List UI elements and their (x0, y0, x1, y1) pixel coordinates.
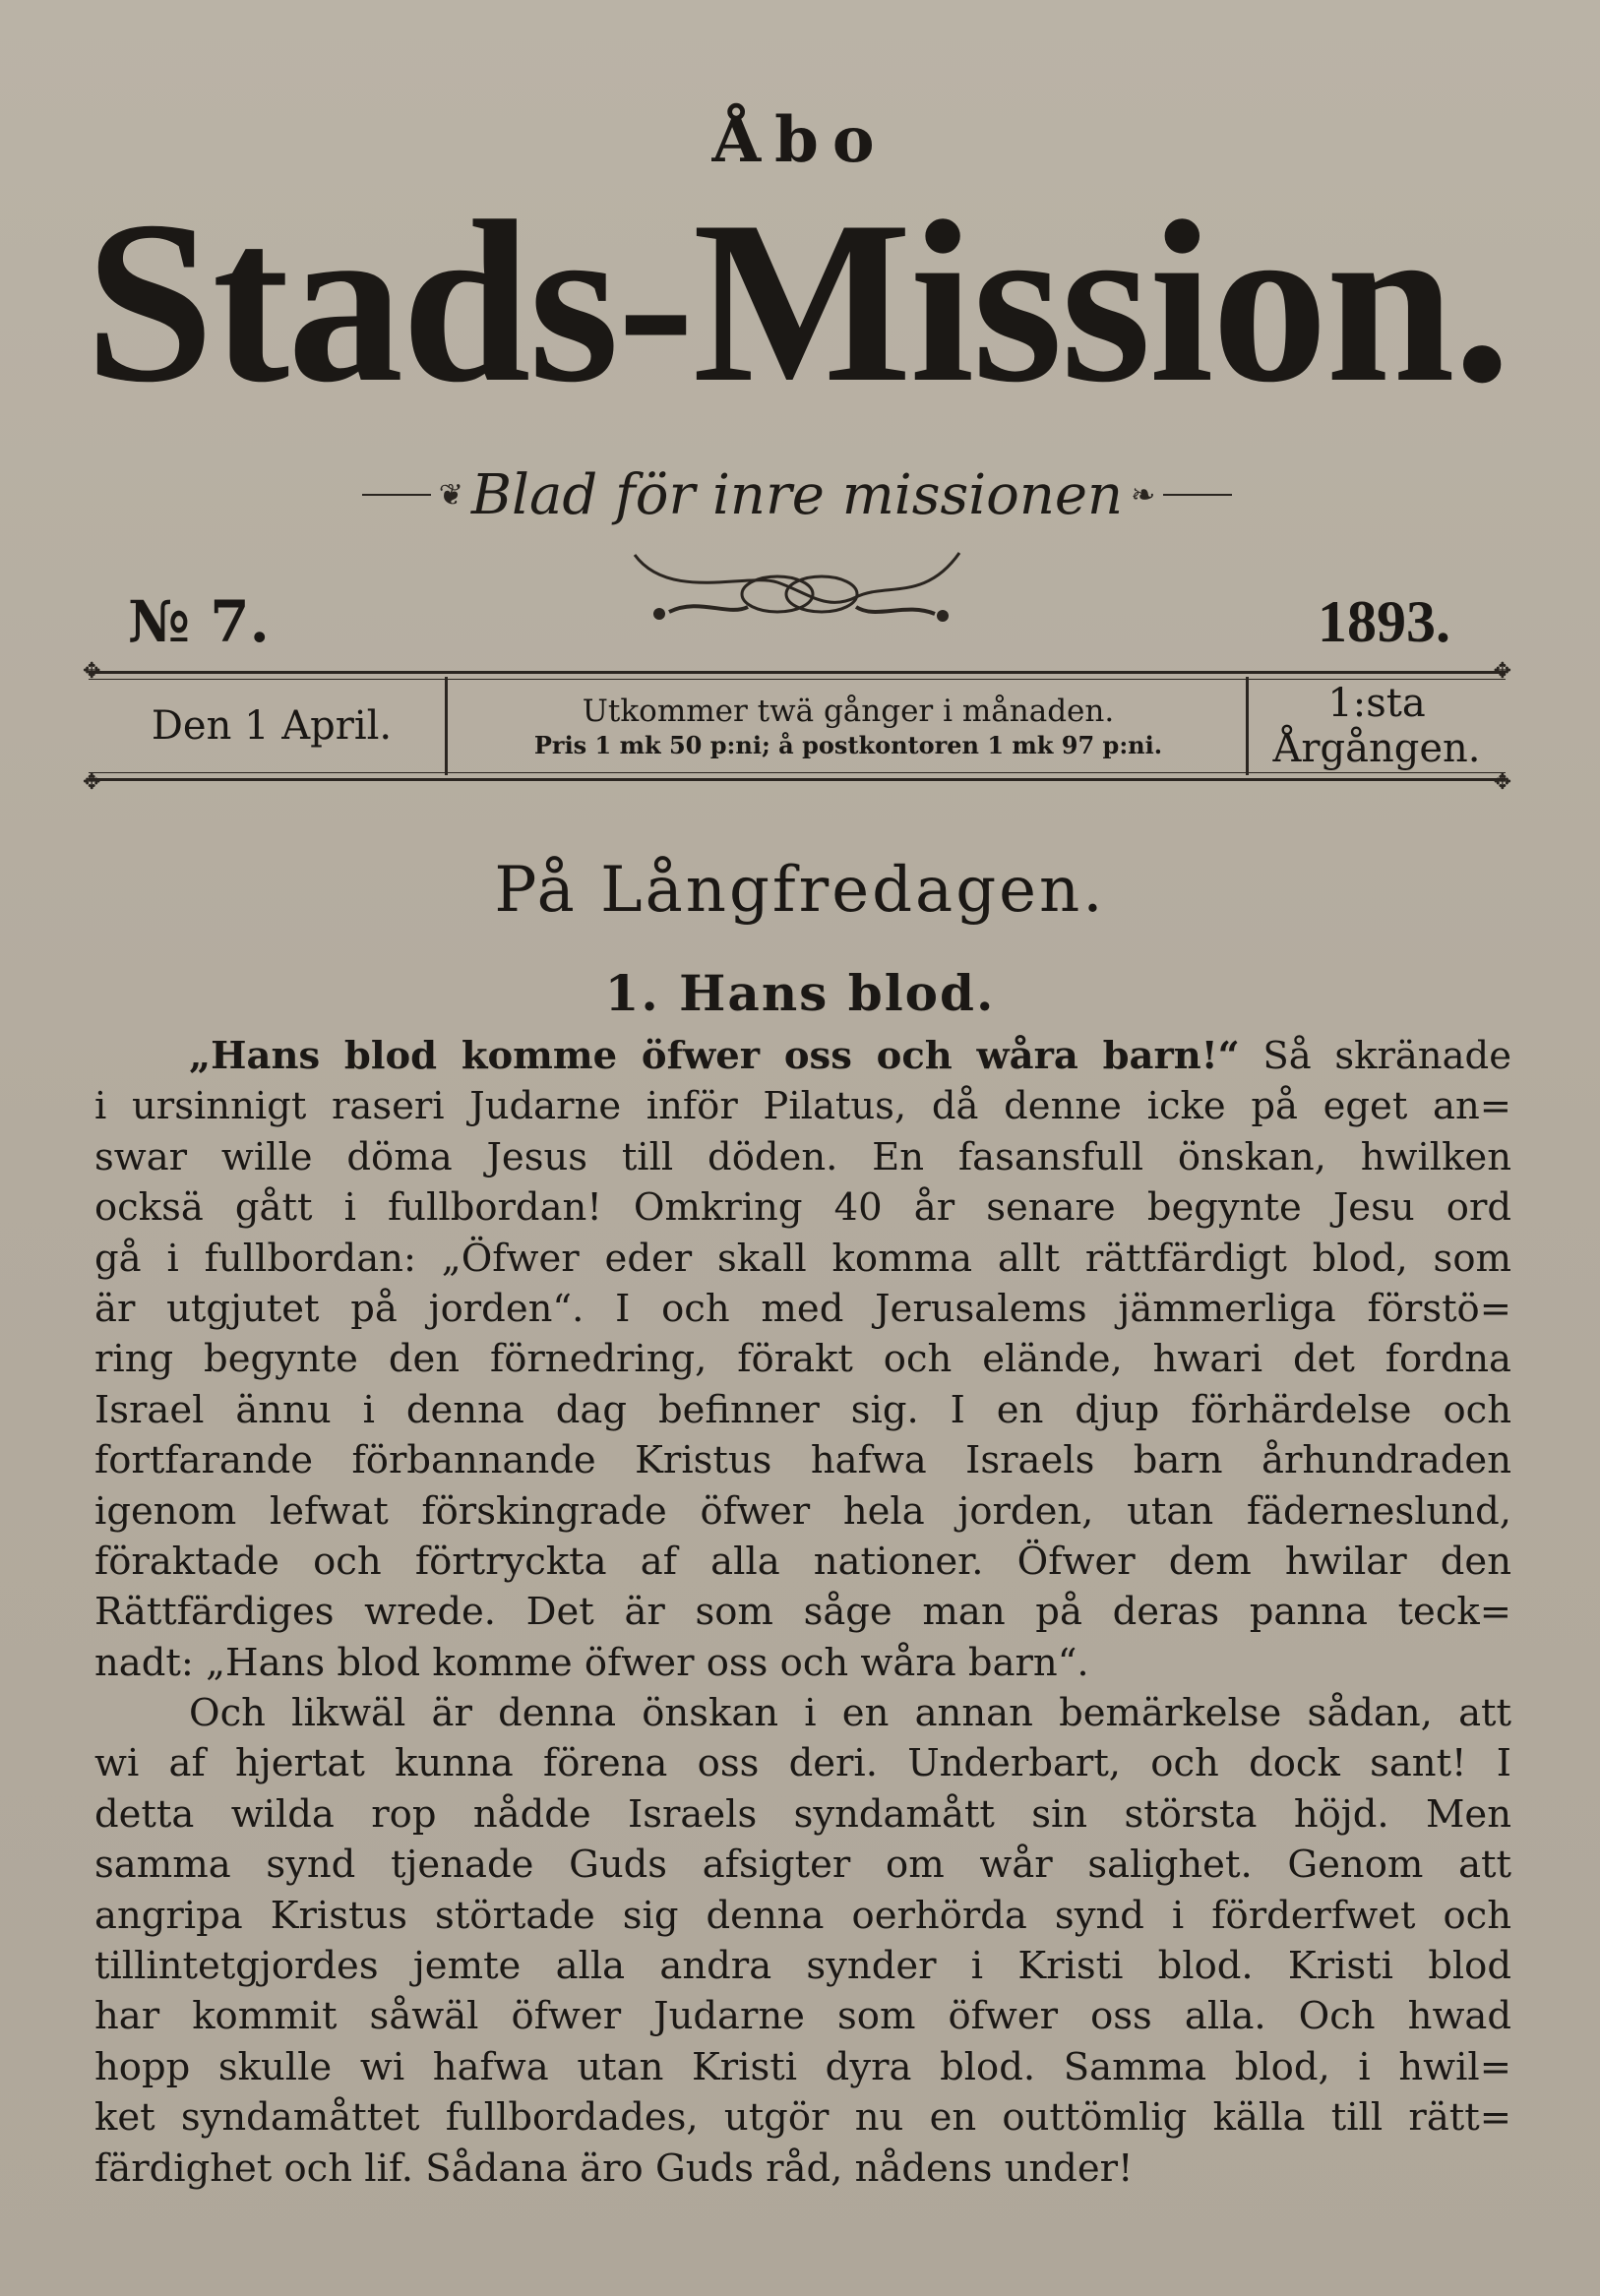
article-line: gå i fullbordan: „Öfwer eder skall komma allt rättfärdigt blod, som (94, 1236, 1511, 1281)
article-line: har kommit såwäl öfwer Judarne som öfwer oss alla. Och hwad (94, 1994, 1511, 2039)
info-rule-top (89, 671, 1506, 674)
issue-date-text: Den 1 April. (151, 703, 393, 749)
article-line: Rättfärdiges wrede. Det är som såge man på deras panna teck= (94, 1590, 1511, 1635)
article-line: i ursinnigt raseri Judarne inför Pilatus, då denne icke på eget an= (94, 1084, 1511, 1129)
issue-date (98, 685, 445, 767)
subtitle-row (344, 460, 1250, 529)
opening-quote: „Hans blod komme öfwer oss och wåra barn!“ (189, 1034, 1240, 1078)
rule-end-ornament-icon: ✥ (1493, 659, 1511, 684)
article-line: tillintetgjordes jemte alla andra synder i Kristi blod. Kristi blod (94, 1944, 1511, 1989)
rule-end-ornament-icon: ✥ (83, 659, 101, 684)
article-line: ocksä gått i fullbordan! Omkring 40 år senare begynte Jesu ord (94, 1185, 1511, 1231)
volume-text: 1:sta Årgången. (1272, 681, 1481, 771)
rule-end-ornament-icon: ✥ (1493, 770, 1511, 795)
article-line: ring begynte den förnedring, förakt och elände, hwari det fordna (94, 1337, 1511, 1382)
article-body (94, 1031, 1511, 2194)
article-line: wi af hjertat kunna förena oss deri. Underbart, och dock sant! I (94, 1741, 1511, 1786)
price-text: Pris 1 mk 50 p:ni; å postkontoren 1 mk 97 p:ni. (533, 730, 1163, 759)
publication-info (455, 685, 1242, 767)
article-line: igenom lefwat förskingrade öfwer hela jorden, utan fäderneslund, (94, 1488, 1511, 1534)
info-rule-bottom-thin (89, 772, 1506, 773)
info-divider (445, 677, 448, 775)
info-rule-bottom (89, 778, 1506, 781)
issue-year: 1893. (1318, 589, 1450, 654)
place-name: Åbo (711, 103, 889, 177)
article-line: ket syndamåttet fullbordades, utgör nu en outtömlig källa till rätt= (94, 2095, 1511, 2141)
article-line: hopp skulle wi hafwa utan Kristi dyra blod. Samma blod, i hwil= (94, 2044, 1511, 2089)
article-line: nadt: „Hans blod komme öfwer oss och wåra barn“. (94, 1640, 1089, 1685)
article-line: är utgjutet på jorden“. I och med Jerusalems jämmerliga förstö= (94, 1286, 1511, 1331)
article-line: angripa Kristus störtade sig denna oerhörda synd i förderfwet och (94, 1893, 1511, 1938)
frequency-text: Utkommer twä gånger i månaden. (582, 693, 1115, 729)
article-line: detta wilda rop nådde Israels syndamått sin största höjd. Men (94, 1791, 1511, 1837)
subtitle: Blad för inre missionen (470, 462, 1124, 527)
section-title: 1. Hans blod. (604, 964, 996, 1022)
article-line-text: Så skränade (1262, 1034, 1511, 1078)
ornament-left-icon: ❦ (438, 477, 463, 513)
issue-number: № 7. (128, 588, 270, 655)
info-rule-top-thin (89, 679, 1506, 680)
info-box (83, 659, 1511, 795)
article-title: På Långfredagen. (494, 854, 1106, 927)
volume (1254, 681, 1500, 771)
subtitle-rule-left (362, 494, 431, 496)
article-line (94, 1031, 1511, 1081)
ornament-right-icon: ❧ (1131, 477, 1156, 513)
article-line: samma synd tjenade Guds afsigter om wår salighet. Genom att (94, 1843, 1511, 1888)
masthead-title: Stads-Mission. (85, 174, 1509, 431)
article-line: Israel ännu i denna dag befinner sig. I en djup förhärdelse och (94, 1387, 1511, 1432)
article-line: swar wille döma Jesus till döden. En fasansfull önskan, hwilken (94, 1134, 1511, 1179)
rule-end-ornament-icon: ✥ (83, 770, 101, 795)
info-divider (1246, 677, 1249, 775)
subtitle-rule-right (1163, 494, 1232, 496)
article-line: Och likwäl är denna önskan i en annan bemärkelse sådan, att (189, 1691, 1511, 1736)
flourish-ornament-icon (630, 543, 964, 632)
article-line: fortfarande förbannande Kristus hafwa Israels barn århundraden (94, 1438, 1511, 1483)
article-line: färdighet och lif. Sådana äro Guds råd, nådens under! (94, 2145, 1134, 2191)
article-line: föraktade och förtryckta af alla nationer. Öfwer dem hwilar den (94, 1539, 1511, 1584)
